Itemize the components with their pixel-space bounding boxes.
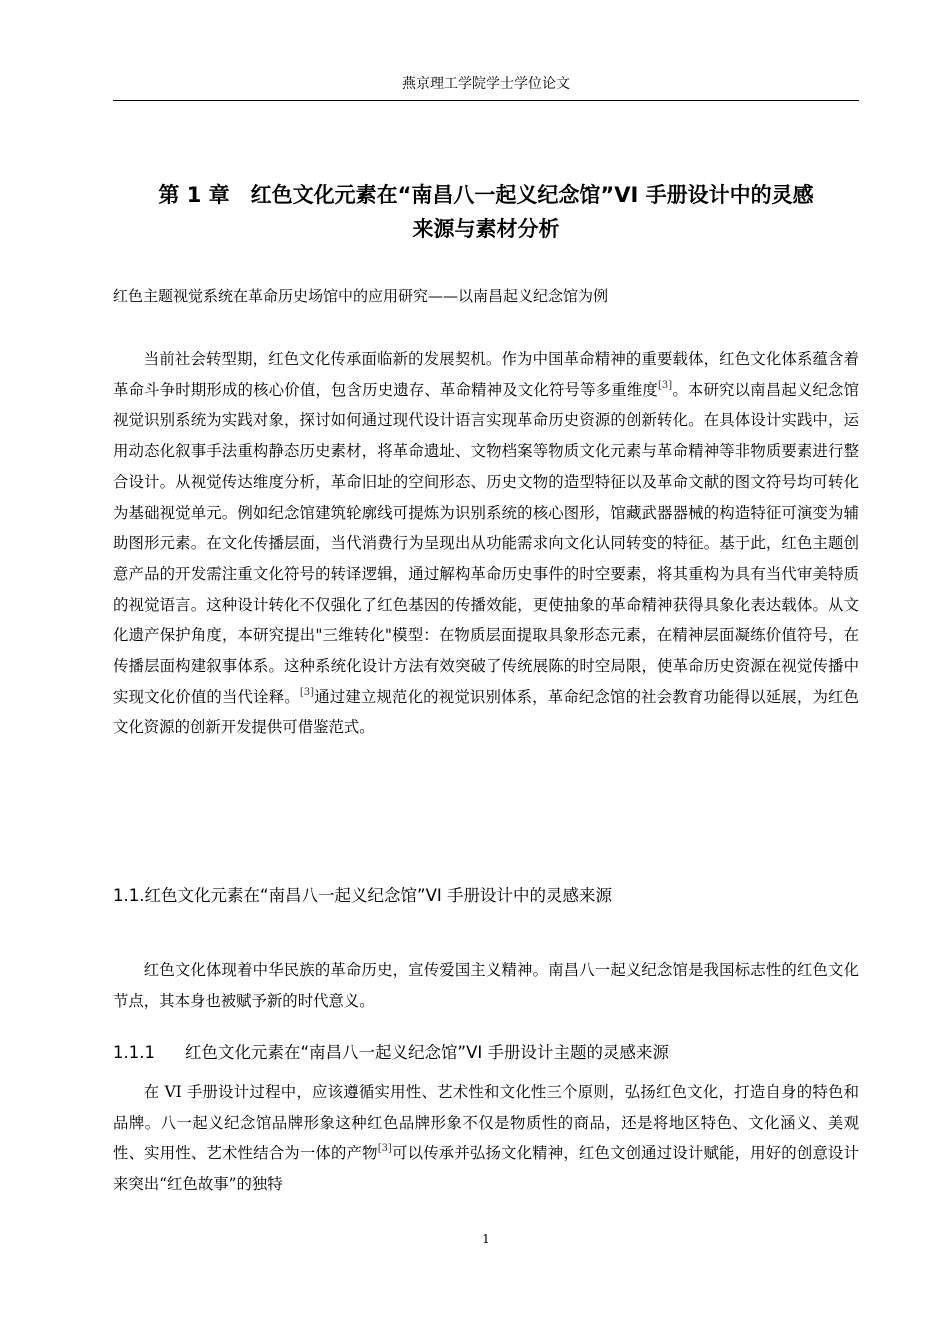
section-1-1-1-paragraph bbox=[113, 1077, 859, 1200]
page-number: 1 bbox=[482, 1232, 490, 1246]
intro-text-3: 通过建立规范化的视觉识别体系，革命纪念馆的社会教育功能得以延展，为红色文化资源的创新开发提供可借鉴范式。 bbox=[113, 687, 859, 737]
section-heading-1-1-1 bbox=[113, 1040, 859, 1066]
section-1-1-paragraph: 红色文化体现着中华民族的革命历史，宣传爱国主义精神。南昌八一起义纪念馆是我国标志性的红色文化节点，其本身也被赋予新的时代意义。 bbox=[113, 961, 859, 1010]
citation-ref: [3] bbox=[657, 379, 673, 391]
intro-paragraph bbox=[113, 344, 859, 743]
chapter-title-line2: 来源与素材分析 bbox=[412, 217, 560, 241]
section-title: 红色文化元素在“南昌八一起义纪念馆”VI 手册设计主题的灵感来源 bbox=[185, 1043, 669, 1062]
section-heading-1-1: 1.1.红色文化元素在“南昌八一起义纪念馆”VI 手册设计中的灵感来源 bbox=[113, 886, 612, 905]
intro-text-2: 。本研究以南昌起义纪念馆视觉识别系统为实践对象，探讨如何通过现代设计语言实现革命历史资源的创新转化。在具体设计实践中，运用动态化叙事手法重构静态历史素材，将革命遗址、文物档案等物质文化元素与革命精神等非物质要素进行整合设计。从视觉传达维度分析，革命旧址的空间形态、历史文物的造型特征以及革命文献的图文符号均可转化为基础视觉单元。例如纪念馆建筑轮廓线可提炼为识别系统的核心图形，馆藏武器器械的构造特征可演变为辅助图形元素。在文化传播层面，当代消费行为呈现出从功能需求向文化认同转变的特征。基于此，红色主题创意产品的开发需注重文化符号的转译逻辑，通过解构革命历史事件的时空要素，将其重构为具有当代审美特质的视觉语言。这种设计转化不仅强化了红色基因的传播效能，更使抽象的革命精神获得具象化表达载体。从文化遗产保护角度，本研究提出"三维转化"模型：在物质层面提取具象形态元素，在精神层面凝练价值符号，在传播层面构建叙事体系。这种系统化设计方法有效突破了传统展陈的时空局限，使革命历史资源在视觉传播中实现文化价值的当代诠释。 bbox=[113, 380, 859, 706]
running-header: 燕京理工学院学士学位论文 bbox=[402, 76, 570, 92]
section-text-1: 在 VI 手册设计过程中，应该遵循实用性、艺术性和文化性三个原则，弘扬红色文化，打造自身的特色和品牌。八一起义纪念馆品牌形象这种红色品牌形象不仅是物质性的商品，还是将地区特色、文化涵义、美观性、实用性、艺术性结合为一体的产物 bbox=[113, 1083, 859, 1163]
citation-ref: [3] bbox=[377, 1143, 392, 1155]
citation-ref: [3] bbox=[299, 686, 315, 698]
chapter-subtitle: 红色主题视觉系统在革命历史场馆中的应用研究——以南昌起义纪念馆为例 bbox=[113, 287, 609, 305]
section-text-2: 可以传承并弘扬文化精神，红色文创通过设计赋能，用好的创意设计来突出“红色故事”的独特 bbox=[113, 1144, 859, 1194]
section-number: 1.1.1 bbox=[113, 1043, 155, 1062]
chapter-title-line1: 第 1 章 红色文化元素在“南昌八一起义纪念馆”VI 手册设计中的灵感 bbox=[158, 183, 814, 207]
header-rule bbox=[113, 100, 859, 101]
intro-text-1: 当前社会转型期，红色文化传承面临新的发展契机。作为中国革命精神的重要载体，红色文化体系蕴含着革命斗争时期形成的核心价值，包含历史遗存、革命精神及文化符号等多重维度 bbox=[113, 350, 859, 399]
chapter-title bbox=[113, 178, 859, 246]
